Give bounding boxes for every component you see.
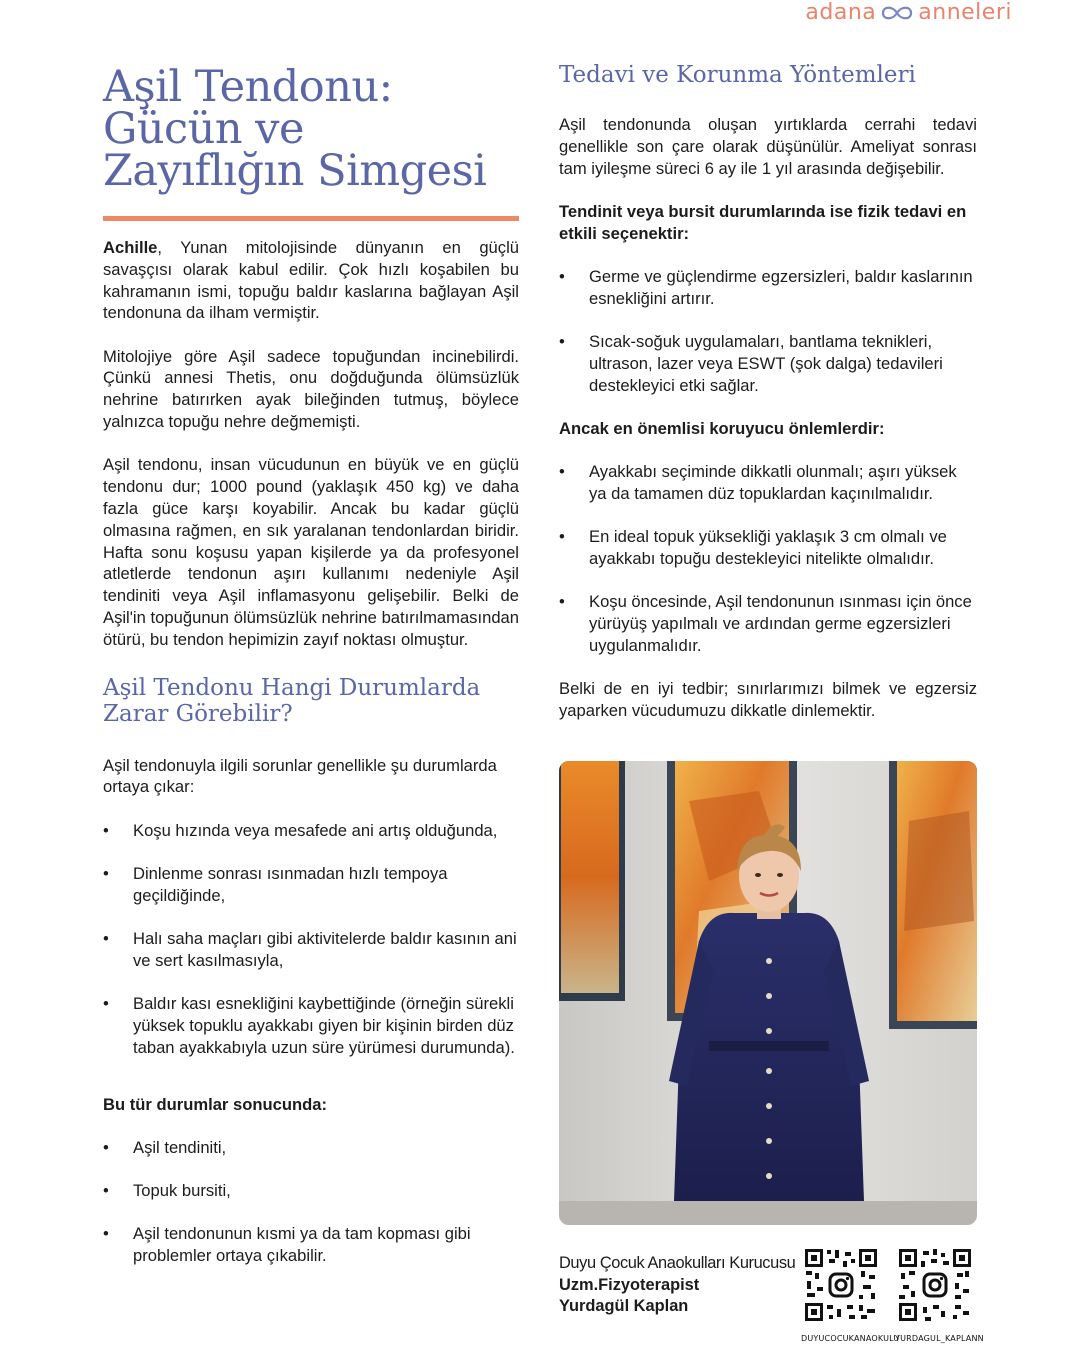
list-item: • Baldır kası esnekliğini kaybettiğinde (örneğin sürekli yüksek topuklu ayakkabı giyen bir kişinin birden düz taban ayakkabıyla uzun süre yürümesi durumunda). bbox=[103, 993, 519, 1058]
qr-code-school[interactable] bbox=[801, 1247, 900, 1343]
mythology-paragraph: Mitolojiye göre Aşil sadece topuğundan incinebilirdi. Çünkü annesi Thetis, onu doğduğunda ölümsüzlük nehrine batırırken ayak bileğinden tutmuş, böylece yalnızca topuğu nehre değmemişti. bbox=[103, 346, 519, 432]
intro-paragraph bbox=[103, 237, 519, 324]
right-column bbox=[559, 62, 977, 722]
list-item: • Aşil tendonunun kısmi ya da tam kopması gibi problemler ortaya çıkabilir. bbox=[103, 1223, 519, 1267]
physio-list bbox=[559, 266, 977, 396]
article-title bbox=[103, 62, 519, 196]
author-title: Uzm.Fizyoterapist bbox=[559, 1275, 700, 1294]
prevent-list bbox=[559, 461, 977, 657]
section1-heading: Aşil Tendonu Hangi Durumlarda Zarar Görebilir? bbox=[103, 674, 481, 727]
section2-heading: Tedavi ve Korunma Yöntemleri bbox=[559, 62, 916, 88]
author-photo bbox=[559, 761, 977, 1225]
author-name: Yurdagül Kaplan bbox=[559, 1297, 689, 1315]
list-item: • Koşu hızında veya mesafede ani artış olduğunda, bbox=[103, 820, 519, 842]
heart-logo-icon bbox=[880, 3, 914, 23]
qr-code-personal[interactable] bbox=[895, 1247, 984, 1343]
author-role: Duyu Çocuk Anaokulları Kurucusu bbox=[559, 1254, 796, 1272]
title-divider bbox=[103, 216, 519, 221]
intro-rest: , Yunan mitolojisinde dünyanın en güçlü savaşçısı olarak kabul edilir. Çok hızlı koşabilen bu kahramanın ismi, topuğu baldır kaslarına bağlayan Aşil tendonuna da ilham vermiştir. bbox=[103, 238, 519, 323]
list-item: • Koşu öncesinde, Aşil tendonunun ısınması için önce yürüyüş yapılmalı ve ardından germe egzersizleri uygulanmalıdır. bbox=[559, 591, 977, 656]
list-item: • Sıcak-soğuk uygulamaları, bantlama teknikleri, ultrason, lazer veya ESWT (şok dalga) tedavileri destekleyici etki sağlar. bbox=[559, 331, 977, 396]
section1-intro: Aşil tendonuyla ilgili sorunlar genellikle şu durumlarda ortaya çıkar: bbox=[103, 755, 497, 797]
qr-code-image bbox=[803, 1247, 879, 1323]
title-line-1: Aşil Tendonu: bbox=[103, 62, 393, 112]
list-item: • Aşil tendiniti, bbox=[103, 1137, 519, 1159]
list-item: • Halı saha maçları gibi aktivitelerde baldır kasının ani ve sert kasılmasıyla, bbox=[103, 928, 519, 972]
result-heading: Bu tür durumlar sonucunda: bbox=[103, 1094, 328, 1114]
brand-text-left: adana bbox=[805, 0, 877, 25]
author-photo-illustration bbox=[559, 761, 977, 1225]
result-list bbox=[103, 1137, 519, 1267]
list-item: • Dinlenme sonrası ısınmadan hızlı tempoya geçildiğinde, bbox=[103, 863, 519, 907]
title-line-2: Gücün ve bbox=[103, 104, 304, 154]
list-item: • En ideal topuk yüksekliği yaklaşık 3 cm olmalı ve ayakkabı topuğu destekleyici nitelikte olmalıdır. bbox=[559, 526, 977, 570]
author-signature bbox=[559, 1253, 799, 1318]
title-line-3: Zayıflığın Simgesi bbox=[103, 146, 487, 196]
qr-caption: YURDAGUL_KAPLANN bbox=[895, 1334, 984, 1343]
closing-paragraph: Belki de en iyi tedbir; sınırlarımızı bilmek ve egzersiz yaparken vücudumuzu dikkatle dinlemektir. bbox=[559, 679, 977, 721]
list-item: • Germe ve güçlendirme egzersizleri, baldır kaslarının esnekliğini artırır. bbox=[559, 266, 977, 310]
list-item: • Topuk bursiti, bbox=[103, 1180, 519, 1202]
qr-caption: DUYUCOCUKANAOKULU bbox=[801, 1334, 900, 1343]
intro-lead: Achille bbox=[103, 238, 158, 257]
brand-logo bbox=[805, 0, 1012, 25]
qr-code-image bbox=[897, 1247, 973, 1323]
list-item: • Ayakkabı seçiminde dikkatli olunmalı; aşırı yüksek ya da tamamen düz topuklardan kaçınılmalıdır. bbox=[559, 461, 977, 505]
prevent-heading: Ancak en önemlisi koruyucu önlemlerdir: bbox=[559, 418, 885, 438]
cause-list bbox=[103, 820, 519, 1059]
brand-text-right: anneleri bbox=[918, 0, 1012, 25]
tendon-paragraph: Aşil tendonu, insan vücudunun en büyük ve en güçlü tendonu dur; 1000 pound (yaklaşık 450 kg) ve daha fazla güce karşı koyabilir. Ancak bu kadar güçlü olmasına rağmen, en sık yaralanan tendonlardan biridir. Hafta sonu koşusu yapan kişilerde ya da profesyonel atletlerde tendonun aşırı kullanımı nedeniyle Aşil tendiniti veya Aşil inflamasyonu gelişebilir. Belki de Aşil'in topuğunun ölümsüzlük nehrine batırılmamasından ötürü, bu tendon hepimizin zayıf noktası olmuştur. bbox=[103, 455, 519, 649]
section2-intro: Aşil tendonunda oluşan yırtıklarda cerrahi tedavi genellikle son çare olarak düşünülür. Ameliyat sonrası tam iyileşme süreci 6 ay ile 1 yıl arasında değişebilir. bbox=[559, 115, 977, 178]
left-column bbox=[103, 62, 519, 1289]
physio-heading: Tendinit veya bursit durumlarında ise fizik tedavi en etkili seçenektir: bbox=[559, 201, 967, 243]
